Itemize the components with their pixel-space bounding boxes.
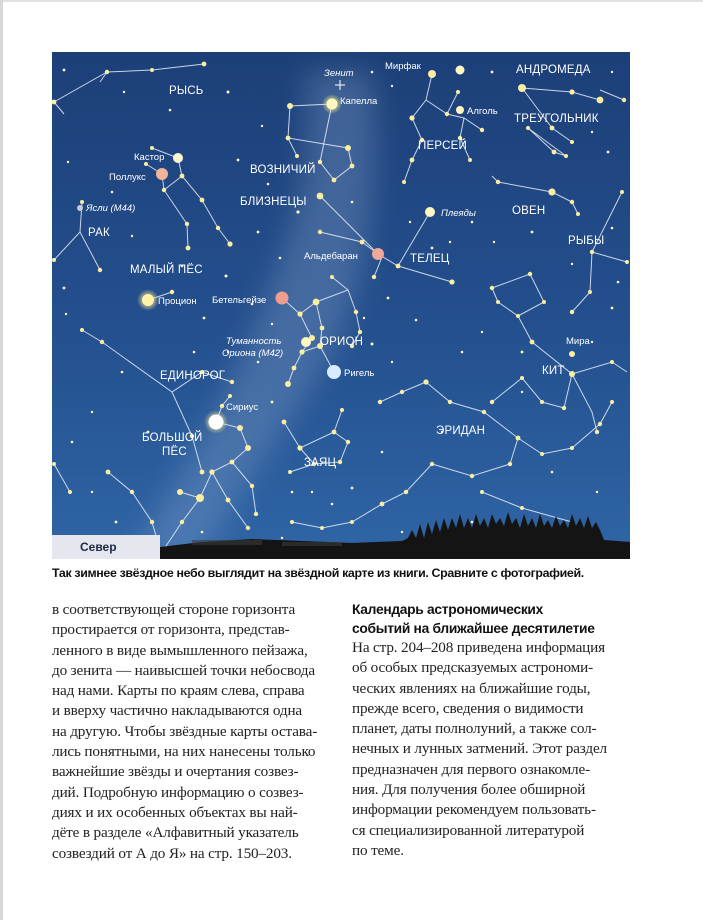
text-line: предназначен для первого ознакомле- — [352, 760, 590, 778]
label-gemini: БЛИЗНЕЦЫ — [240, 196, 307, 208]
label-castor: Кастор — [134, 152, 165, 163]
label-sirius: Сириус — [226, 402, 259, 413]
cluster-m44 — [77, 205, 83, 211]
star-mira — [569, 351, 575, 357]
label-pisces: РЫБЫ — [568, 235, 605, 247]
text-line: ния. Для получения более обширной — [352, 781, 586, 799]
text-line: нечных и лунных затмений. Этот раздел — [352, 740, 607, 758]
star-pleiades — [425, 207, 435, 217]
label-canis-major-1: БОЛЬШОЙ — [142, 432, 203, 444]
label-lepus: ЗАЯЦ — [304, 457, 337, 469]
label-triangulum: ТРЕУГОЛЬНИК — [514, 113, 599, 125]
text-line: до зенита — наивысшей точки небосвода — [52, 661, 315, 679]
section-heading-line: Календарь астрономических — [352, 602, 543, 617]
text-line: лись понятными, на них нанесены только — [52, 743, 316, 761]
star-algol — [456, 106, 464, 114]
label-pollux: Поллукс — [109, 172, 146, 183]
page-top-edge — [0, 0, 703, 2]
label-lynx: РЫСЬ — [169, 85, 204, 97]
label-procyon: Процион — [158, 296, 197, 307]
body-text-left-column — [52, 600, 334, 864]
text-line: информации рекомендуем пользовать- — [352, 801, 596, 819]
label-perseus: ПЕРСЕЙ — [418, 140, 467, 152]
text-line: по теме. — [352, 841, 404, 859]
star-mirfak — [456, 66, 465, 75]
text-line: об особых предсказуемых астрономи- — [352, 659, 594, 677]
label-orion-nebula-2: Ориона (M42) — [222, 348, 284, 359]
text-line: важнейшие звёзды и очертания созвез- — [52, 763, 299, 781]
text-line: ческих явлениях на ближайшие годы, — [352, 679, 591, 697]
label-capella: Капелла — [340, 96, 378, 107]
star-betelgeuse — [276, 292, 289, 305]
text-line: На стр. 204–208 приведена информация — [352, 639, 605, 656]
label-mira: Мира — [566, 336, 590, 347]
figure-caption: Так зимнее звёздное небо выглядит на звёздной карте из книги. Сравните с фотографией. — [52, 566, 584, 580]
text-line: ся специализированной литературой — [352, 821, 585, 839]
label-monoceros: ЕДИНОРОГ — [160, 370, 226, 382]
label-auriga: ВОЗНИЧИЙ — [250, 164, 316, 176]
label-praesepe: Ясли (M44) — [86, 203, 136, 214]
text-line: планет, даты полнолуний, а также сол- — [352, 720, 597, 738]
label-eridanus: ЭРИДАН — [436, 425, 486, 437]
section-heading-line: событий на ближайшее десятилетие — [352, 621, 595, 636]
label-mirfak: Мирфак — [385, 61, 421, 72]
text-line: на другую. Чтобы звёздные карты остава- — [52, 722, 318, 740]
text-line: ленного в виде вымышленного пейзажа, — [52, 641, 308, 659]
nebula-m42 — [301, 337, 311, 347]
body-text-right-column — [352, 600, 637, 861]
north-label: Север — [52, 535, 160, 559]
star-procyon — [142, 294, 154, 306]
label-rigel: Ригель — [344, 368, 375, 379]
label-betelgeuse: Бетельгейзе — [212, 295, 267, 306]
text-line: прежде всего, сведения о видимости — [352, 699, 584, 717]
star-pollux — [156, 168, 168, 180]
text-line: созвездий от А до Я» на стр. 150–203. — [52, 844, 292, 862]
text-line: дий. Подробную информацию о созвез- — [52, 783, 304, 801]
label-canis-major-2: ПЁС — [162, 446, 187, 458]
label-cancer: РАК — [88, 227, 110, 239]
label-algol: Алголь — [467, 106, 498, 117]
label-andromeda: АНДРОМЕДА — [516, 64, 591, 76]
label-aldebaran: Альдебаран — [304, 251, 358, 262]
text-line: и вверху частично накладываются одна — [52, 702, 303, 720]
label-orion-nebula-1: Туманность — [226, 336, 282, 347]
star-aldebaran — [372, 248, 384, 260]
label-aries: ОВЕН — [512, 205, 546, 217]
star-map — [52, 52, 630, 559]
label-taurus: ТЕЛЕЦ — [410, 253, 450, 265]
label-zenith: Зенит — [324, 68, 354, 79]
text-line: дёте в разделе «Алфавитный указатель — [52, 824, 299, 842]
text-line: простирается от горизонта, представ- — [52, 621, 290, 639]
label-canis-minor: МАЛЫЙ ПЁС — [130, 264, 203, 276]
label-cetus: КИТ — [542, 365, 565, 377]
star-castor — [173, 153, 183, 163]
page-left-edge — [0, 0, 3, 920]
text-line: диях и их особенных объектах вы най- — [52, 803, 298, 821]
star-rigel — [327, 365, 341, 379]
star-capella — [327, 99, 338, 110]
text-line: в соответствующей стороне горизонта — [52, 601, 296, 618]
label-orion: ОРИОН — [320, 336, 364, 348]
star-sirius — [209, 415, 224, 430]
text-line: над нами. Карты по краям слева, справа — [52, 682, 305, 700]
label-pleiades: Плеяды — [441, 208, 476, 219]
star-map-figure — [52, 52, 630, 559]
